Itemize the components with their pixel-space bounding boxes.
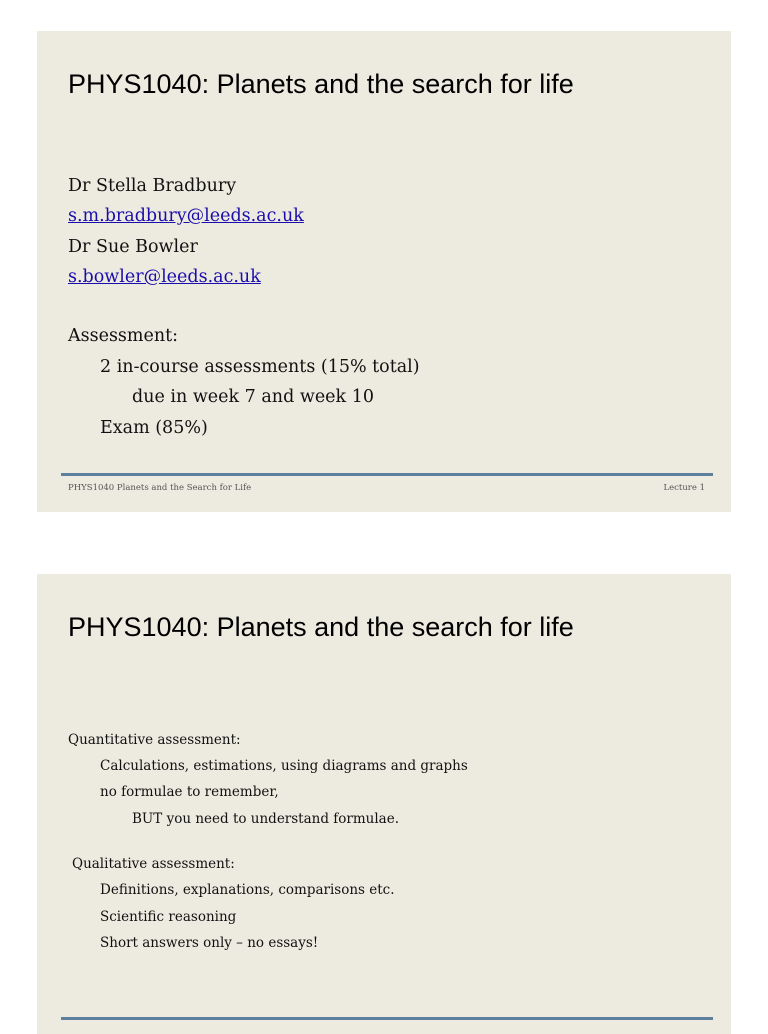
in-course-assessment: 2 in-course assessments (15% total) (100, 356, 420, 377)
assessment-block (68, 321, 420, 443)
list-item: Definitions, explanations, comparisons etc. (100, 882, 395, 899)
contact-name: Dr Sue Bowler (68, 236, 198, 257)
footer-divider (61, 1017, 713, 1020)
slide-2 (37, 574, 731, 1034)
list-item: no formulae to remember, (100, 784, 279, 801)
list-item: Scientific reasoning (100, 908, 237, 925)
email-link[interactable]: s.bowler@leeds.ac.uk (68, 266, 261, 287)
list-item: Calculations, estimations, using diagrams and graphs (100, 758, 468, 775)
qualitative-block (68, 851, 395, 957)
quantitative-heading: Quantitative assessment: (68, 732, 241, 748)
email-link[interactable]: s.m.bradbury@leeds.ac.uk (68, 206, 304, 227)
formula-note: BUT you need to understand formulae. (132, 810, 400, 827)
slide-1 (37, 31, 731, 512)
footer-divider (61, 473, 713, 476)
assessment-heading: Assessment: (68, 326, 179, 346)
quantitative-block (68, 727, 468, 832)
footer-lecture: Lecture 1 (663, 483, 705, 493)
slide-title: PHYS1040: Planets and the search for life (68, 612, 574, 642)
list-item: Short answers only – no essays! (100, 935, 319, 952)
qualitative-heading: Qualitative assessment: (72, 856, 235, 872)
due-weeks: due in week 7 and week 10 (132, 387, 374, 407)
contact-name: Dr Stella Bradbury (68, 176, 237, 196)
slide-title: PHYS1040: Planets and the search for life (68, 69, 574, 99)
contact-block (68, 171, 304, 292)
footer-course: PHYS1040 Planets and the Search for Life (68, 483, 252, 493)
exam-weight: Exam (85%) (100, 417, 208, 438)
